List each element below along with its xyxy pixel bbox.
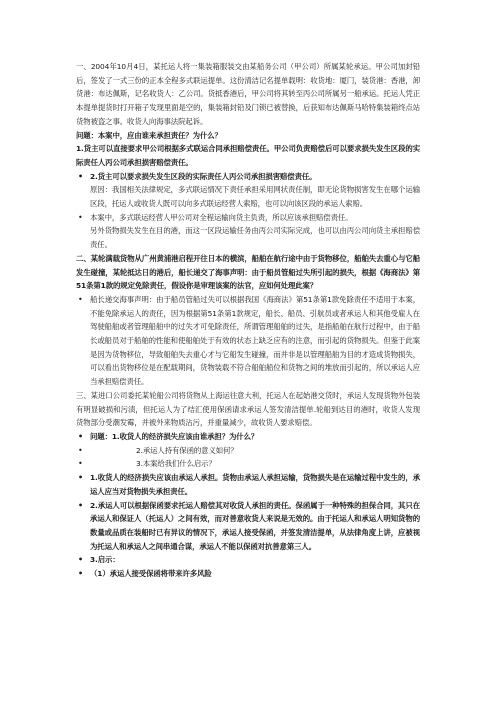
case2-answer: • 船长递交海事声明：由于船员管船过失可以根据我国《海商法》第51条第1款免除责任不适用于本案，不能免除承运人的责任，因为根据第51条第1款规定，船长、船员、引航员或者承运人和其他受雇人在驾驶船舶或者管理船舶中的过失才可免除责任，所谓管理船舶的过失，是指船舶在航行过程中，由于船长或船员对于船舶的性能和使船舶处于有效的状态上缺乏应有的注意，而引起的货物损失。但鉴于此案是因为货物移位，导致船舶失去重心才与它船发生碰撞，而并非是以管理船舶为目的才造成货物损失，可以看出货物移位是在配载期间，货物装载不符合船舶船位和货物之间的堆放而引起的，所以承运人应当承担赔偿责任。 xyxy=(76,293,420,389)
case3-answer-4: • （1）承运人接受保函将带来许多风险 xyxy=(76,567,420,581)
case3-intro: 三、某进口公司委托某轮船公司将货物从上海运往意大利，托运人在起始港交货时，承运人发现货物外包装有明显破损和污渍，但托运人为了结汇使用保函请求承运人签发清洁提单.轮船到达目的港时，收货人发现货物部分受潮发霉，并被外来物质沾污，并重量减少，故收货人要求赔偿。 xyxy=(76,390,420,428)
case3-question-2: • 2.承运人持有保函的意义如何？ xyxy=(76,444,420,458)
case3-question-3: • 3.本案给我们什么启示？ xyxy=(76,457,420,471)
case1-answer-4: • 本案中，多式联运经营人甲公司对全程运输向货主负责，所以应该承担赔偿责任。 xyxy=(76,211,420,225)
case3-answer-2: • 2.承运人可以根据保函要求托运人赔偿其对收货人承担的责任。保函属于一种特殊的担保合同，其只在承运人和保证人（托运人）之间有效，而对善意收货人来说是无效的。由于托运人和承运人明知货物的数量或品质在装船时已有异议的情况下，承运人接受保函，并签发清洁提单，从法律角度上讲，应被视为托运人和承运人之间串通合谋，承运人不能以保函对抗善意第三人。 xyxy=(76,499,420,554)
case1-reason: 原因：我国相关法律规定，多式联运情况下责任承担采用网状责任制，即无论货物损害发生在哪个运输区段，托运人或收货人既可以向多式联运经营人索赔，也可以向该区段的承运人索赔。 xyxy=(90,185,420,209)
case1-answer-2: • 2.货主可以要求损失发生区段的实际责任人丙公司承担损害赔偿责任。 xyxy=(76,170,420,184)
case1-question: 问题：本案中，应由谁来承担责任？为什么？ xyxy=(76,130,222,140)
case3-answer-3: • 3.启示： xyxy=(76,553,420,567)
document-page xyxy=(76,60,420,581)
case3-question-1 xyxy=(76,430,420,444)
case3-question-1-text: 1.收货人的经济损失应该由谁承担？为什么？ xyxy=(111,431,259,441)
case3-answer-1: • 1.收货人的经济损失应该由承运人承担。货物由承运人承担运输，货物损失是在运输过程中发生的，承运人应当对货物损失承担责任。 xyxy=(76,471,420,498)
case1-answer-1: 1.货主可以直接要求甲公司根据多式联运合同承担赔偿责任。甲公司负责赔偿后可以要求损失发生区段的实际责任人丙公司承担损害赔偿责任。 xyxy=(76,144,420,167)
case1-answer-5: 另外货物损失发生在目的港，而这一区段运输任务由丙公司实际完成，也可以由丙公司向货主承担赔偿责任。 xyxy=(90,226,420,250)
case1-intro: 一、2004年10月4日，某托运人将一集装箱服装交由某船务公司（甲公司）所属某轮承运。甲公司加封铅后，签发了一式三份的正本全程多式联运提单。这份清洁记名提单载明：收货地：厦门，装货港：香港，卸货港：布达佩斯，记名收货人：乙公司。货抵香港后，甲公司将其转至丙公司所属另一船承运。托运人凭正本提单提货时打开箱子发现里面是空的，集装箱封铅及门锁已被替换，后获知布达佩斯马哈特集装箱终点站货物被盗之事。收货人向海事法院起诉。 xyxy=(76,62,420,126)
case3-question-label: 问题： xyxy=(90,431,112,441)
case2-intro: 二、某轮满载货物从广州黄浦港启程开往日本的横滨，船舶在航行途中由于货物移位，船舶失去重心与它船发生碰撞，某轮抵达日的港后，船长递交了海事声明：由于船员管船过失所引起的损失，根据《海商法》第51条第1款的规定免除责任，假设你是审理该案的法官，应如何处理此案？ xyxy=(76,253,420,291)
